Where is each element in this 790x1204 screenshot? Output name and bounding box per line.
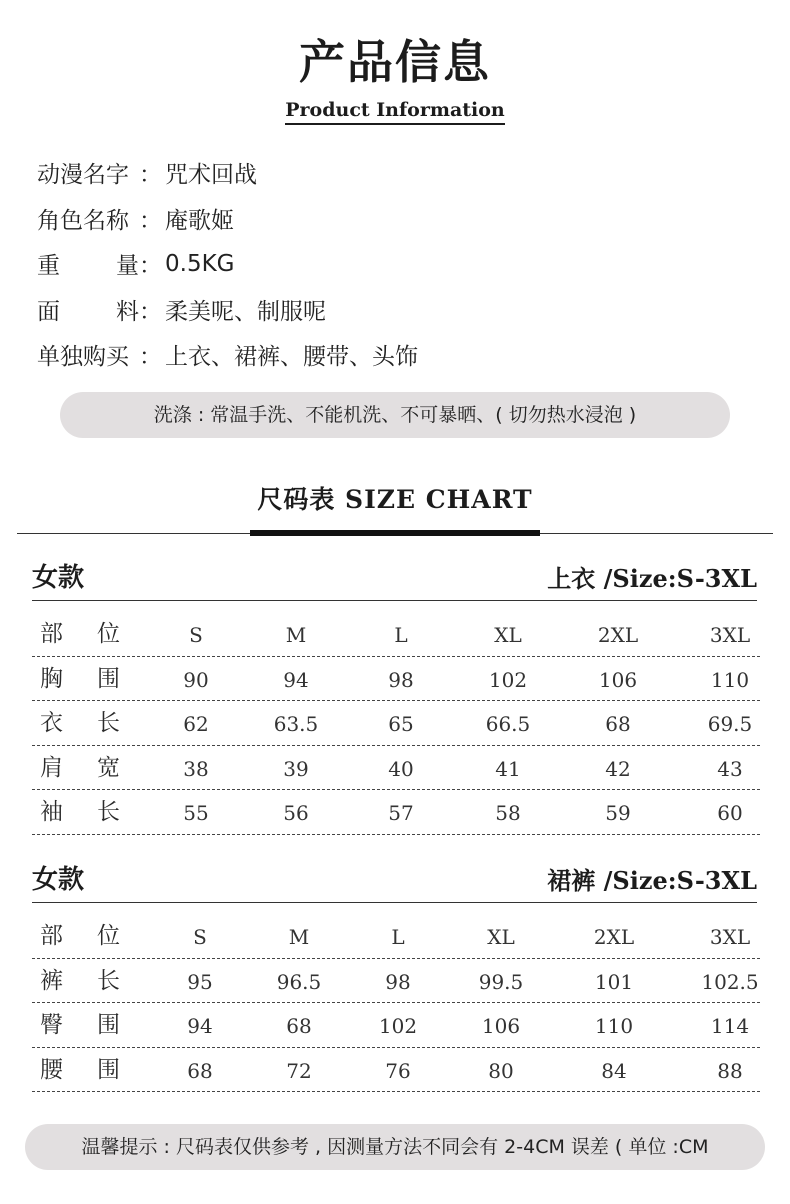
bottom-size-section-header: [32, 858, 757, 903]
size-header-cell: 2XL: [597, 623, 639, 647]
table-cell: 68: [286, 1014, 312, 1038]
size-header-cell: S: [189, 623, 203, 647]
table-cell: 60: [717, 801, 743, 825]
info-row-character-name: [37, 196, 418, 242]
info-label: [37, 293, 139, 326]
row-label-char: 胸: [40, 665, 63, 692]
row-label: [40, 959, 120, 1003]
table-cell: 84: [601, 1058, 627, 1083]
table-cell: 38: [183, 756, 209, 781]
product-info-list: [37, 150, 418, 378]
row-label: [40, 657, 120, 701]
table-cell: 98: [388, 667, 414, 692]
table-cell: 88: [717, 1058, 743, 1083]
table-cell: 106: [481, 1014, 521, 1038]
measurement-tip-banner: 温馨提示 : 尺码表仅供参考 , 因测量方法不同会有 2-4CM 误差 ( 单位 :CM: [25, 1124, 765, 1170]
table-row: [32, 790, 760, 835]
table-cell: 110: [594, 1014, 634, 1038]
size-header-cell: L: [394, 623, 408, 647]
table-cell: 96.5: [276, 969, 322, 994]
table-cell: 55: [183, 801, 209, 825]
size-header-cell: L: [391, 925, 405, 949]
info-label-text-end: 量: [116, 253, 139, 280]
row-label-char: 裤: [40, 967, 63, 994]
row-label-char: 长: [97, 967, 120, 994]
info-label-text: 面: [37, 298, 60, 325]
table-cell: 58: [495, 801, 521, 825]
table-cell: 102.5: [701, 969, 759, 994]
table-row: [32, 1003, 760, 1048]
info-value: 庵歌姬: [165, 207, 234, 234]
row-label-char: 围: [97, 665, 120, 692]
table-cell: 94: [187, 1014, 213, 1038]
row-label: [40, 1048, 120, 1092]
section-category: 女款: [32, 865, 85, 895]
table-cell: 57: [388, 801, 414, 825]
table-cell: 43: [717, 756, 743, 781]
info-label: [37, 338, 139, 371]
row-label-char: 臀: [40, 1012, 63, 1038]
row-label-char: 部: [40, 923, 63, 949]
table-cell: 101: [594, 969, 634, 994]
info-colon: ：: [139, 253, 162, 280]
page-title: 产品信息: [299, 35, 491, 89]
table-row: [32, 959, 760, 1004]
row-label-char: 围: [97, 1056, 120, 1083]
table-cell: 98: [385, 969, 411, 994]
info-label-text: 角色名称: [37, 207, 129, 234]
info-label-text-end: 料: [116, 298, 139, 325]
table-cell: 106: [598, 667, 638, 692]
info-value: 柔美呢、制服呢: [165, 298, 326, 325]
top-size-table: [32, 612, 760, 835]
table-cell: 102: [488, 667, 528, 692]
heading-underline-bar: [250, 530, 540, 536]
info-colon: ：: [139, 298, 162, 325]
info-colon: ：: [139, 207, 162, 234]
table-cell: 63.5: [273, 712, 319, 736]
table-cell: 114: [710, 1014, 750, 1038]
row-label: [40, 612, 120, 656]
top-size-section-header: [32, 556, 757, 601]
table-cell: 76: [385, 1058, 411, 1083]
size-header-cell: XL: [494, 623, 522, 647]
table-header-row: [32, 914, 760, 959]
table-cell: 59: [605, 801, 631, 825]
info-colon: ：: [139, 162, 162, 189]
table-cell: 65: [388, 712, 414, 736]
section-size-range: 上衣 /Size:S-3XL: [547, 564, 757, 593]
table-cell: 39: [283, 756, 309, 781]
row-label-char: 长: [97, 799, 120, 825]
page-subtitle: Product Information: [285, 98, 504, 125]
size-header-cell: 3XL: [709, 925, 751, 949]
table-cell: 69.5: [707, 712, 753, 736]
section-category: 女款: [32, 563, 85, 593]
row-label: [40, 1003, 120, 1047]
size-header-cell: 3XL: [709, 623, 751, 647]
info-label-text: 重: [37, 253, 60, 280]
table-cell: 42: [605, 756, 631, 781]
size-header-cell: XL: [487, 925, 515, 949]
table-cell: 72: [286, 1058, 312, 1083]
table-row: [32, 1048, 760, 1093]
table-cell: 56: [283, 801, 309, 825]
info-value: 咒术回战: [165, 162, 257, 189]
table-row: [32, 657, 760, 702]
wash-instructions-banner: 洗涤 : 常温手洗、不能机洗、不可暴晒、( 切勿热水浸泡 ): [60, 392, 730, 438]
size-header-cell: M: [288, 925, 310, 949]
table-cell: 40: [388, 756, 414, 781]
info-value: 0.5KG: [165, 250, 235, 277]
info-row-anime-name: [37, 150, 418, 196]
table-cell: 62: [183, 712, 209, 736]
info-row-fabric: [37, 287, 418, 333]
row-label-char: 长: [97, 710, 120, 736]
section-size-range: 裙裤 /Size:S-3XL: [547, 866, 757, 895]
info-label-text: 单独购买: [37, 344, 129, 371]
info-value: 上衣、裙裤、腰带、头饰: [165, 344, 418, 371]
table-cell: 80: [488, 1058, 514, 1083]
row-label-char: 袖: [40, 799, 63, 825]
info-label-text: 动漫名字: [37, 162, 129, 189]
size-header-cell: M: [285, 623, 307, 647]
table-cell: 66.5: [485, 712, 531, 736]
row-label-char: 衣: [40, 710, 63, 736]
row-label-char: 位: [97, 923, 120, 949]
row-label-char: 腰: [40, 1056, 63, 1083]
row-label: [40, 701, 120, 745]
table-cell: 99.5: [478, 969, 524, 994]
table-cell: 41: [495, 756, 521, 781]
row-label-char: 部: [40, 621, 63, 647]
table-cell: 68: [605, 712, 631, 736]
row-label-char: 围: [97, 1012, 120, 1038]
table-cell: 95: [187, 969, 213, 994]
row-label-char: 位: [97, 621, 120, 647]
table-cell: 90: [183, 667, 209, 692]
table-cell: 94: [283, 667, 309, 692]
row-label-char: 宽: [97, 754, 120, 781]
info-row-sold-separately: [37, 332, 418, 378]
table-row: [32, 746, 760, 791]
table-header-row: [32, 612, 760, 657]
table-cell: 68: [187, 1058, 213, 1083]
info-row-weight: [37, 241, 418, 287]
size-header-cell: S: [193, 925, 207, 949]
info-colon: ：: [139, 344, 162, 371]
info-label: [37, 202, 139, 235]
info-label: [37, 247, 139, 280]
table-cell: 102: [378, 1014, 418, 1038]
info-label: [37, 156, 139, 189]
row-label-char: 肩: [40, 754, 63, 781]
table-row: [32, 701, 760, 746]
size-header-cell: 2XL: [593, 925, 635, 949]
bottom-size-table: [32, 914, 760, 1092]
size-chart-heading: 尺码表 SIZE CHART: [257, 485, 533, 514]
table-cell: 110: [710, 667, 750, 692]
row-label: [40, 914, 120, 958]
row-label: [40, 790, 120, 834]
row-label: [40, 746, 120, 790]
